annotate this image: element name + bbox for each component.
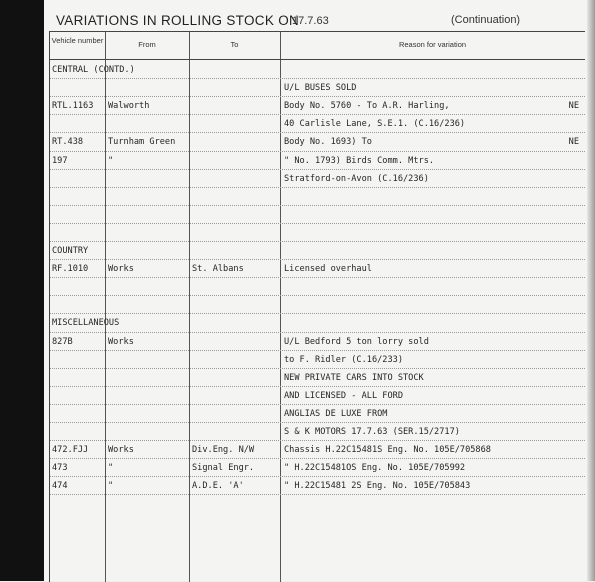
- cell-vehicle: RT.438: [52, 137, 84, 148]
- cell-reason: Body No. 5760 - To A.R. Harling,: [284, 101, 450, 112]
- cell-vehicle: MISCELLANEOUS: [52, 318, 120, 329]
- cell-vehicle: COUNTRY: [52, 246, 89, 256]
- row-rule: [50, 295, 585, 296]
- column-header-from: From: [138, 40, 156, 49]
- cell-reason: S & K MOTORS 17.7.63 (SER.15/2717): [284, 427, 460, 437]
- row-rule: [50, 78, 585, 79]
- row-rule: [50, 259, 585, 260]
- ledger-header: [56, 13, 586, 31]
- row-rule: [50, 151, 585, 152]
- row-rule: [50, 422, 585, 423]
- column-header-vehicle: Vehicle number: [51, 36, 104, 45]
- row-rule: [50, 494, 585, 495]
- cell-reason: Stratford-on-Avon (C.16/236): [284, 173, 429, 184]
- continuation-label: (Continuation): [451, 14, 521, 26]
- row-rule: [50, 96, 585, 97]
- row-rule: [50, 404, 585, 405]
- row-rule: [50, 187, 585, 188]
- cell-vehicle: RTL.1163: [52, 101, 94, 112]
- cell-to: Signal Engr.: [192, 463, 255, 474]
- cell-from: Works: [108, 336, 134, 347]
- cell-reason: " H.22C15481 2S Eng. No. 105E/705843: [284, 481, 471, 492]
- cell-reason: Body No. 1693) To: [284, 137, 372, 148]
- cell-reason: 40 Carlisle Lane, S.E.1. (C.16/236): [284, 119, 466, 130]
- header-rule: [50, 59, 585, 60]
- scan-right-edge: [587, 0, 595, 581]
- cell-vehicle: RF.1010: [52, 264, 89, 275]
- row-rule: [50, 114, 585, 115]
- ledger-title: VARIATIONS IN ROLLING STOCK ON: [56, 13, 300, 28]
- column-header-to: To: [230, 40, 239, 49]
- cell-reason: ANGLIAS DE LUXE FROM: [284, 408, 388, 419]
- cell-from: ": [108, 155, 114, 166]
- row-rule: [50, 368, 585, 369]
- cell-from: Turnham Green: [108, 137, 176, 148]
- cell-reason: AND LICENSED - ALL FORD: [284, 390, 403, 401]
- cell-reason: " H.22C15481OS Eng. No. 105E/705992: [284, 463, 466, 474]
- cell-from: Walworth: [108, 101, 150, 112]
- column-header-reason: Reason for variation: [398, 40, 467, 49]
- cell-to: St. Albans: [192, 264, 244, 275]
- cell-vehicle: 197: [52, 155, 68, 166]
- row-rule: [50, 313, 585, 314]
- scan-dark-edge: [0, 0, 44, 581]
- row-rule: [50, 277, 585, 278]
- row-rule: [50, 458, 585, 459]
- cell-from: Works: [108, 445, 134, 456]
- row-rule: [50, 476, 585, 477]
- ledger-date: 17.7.63: [292, 15, 329, 27]
- row-rule: [50, 205, 585, 206]
- cell-from: Works: [108, 264, 134, 275]
- cell-reason: to F. Ridler (C.16/233): [284, 354, 403, 365]
- cell-reason: U/L Bedford 5 ton lorry sold: [284, 336, 429, 347]
- cell-reason: " No. 1793) Birds Comm. Mtrs.: [284, 155, 435, 166]
- cell-vehicle: 474: [52, 481, 68, 492]
- cell-reason: Licensed overhaul: [284, 264, 372, 275]
- row-rule: [50, 350, 585, 351]
- cell-vehicle: CENTRAL (CONTD.): [52, 65, 135, 75]
- row-rule: [50, 132, 585, 133]
- cell-flag: NE: [568, 137, 579, 148]
- cell-to: Div.Eng. N/W: [192, 445, 255, 456]
- row-rule: [50, 241, 585, 242]
- cell-vehicle: 473: [52, 463, 68, 474]
- row-rule: [50, 169, 585, 170]
- row-rule: [50, 223, 585, 224]
- cell-reason: Chassis H.22C15481S Eng. No. 105E/705868: [284, 445, 491, 456]
- row-rule: [50, 440, 585, 441]
- cell-from: ": [108, 463, 114, 474]
- cell-to: A.D.E. 'A': [192, 481, 244, 492]
- row-rule: [50, 332, 585, 333]
- cell-flag: NE: [568, 101, 579, 112]
- cell-vehicle: 827B: [52, 336, 73, 347]
- ledger-table: [49, 31, 585, 582]
- cell-vehicle: 472.FJJ: [52, 445, 89, 456]
- cell-reason: NEW PRIVATE CARS INTO STOCK: [284, 372, 424, 383]
- cell-reason: U/L BUSES SOLD: [284, 83, 357, 94]
- cell-from: ": [108, 481, 114, 492]
- row-rule: [50, 386, 585, 387]
